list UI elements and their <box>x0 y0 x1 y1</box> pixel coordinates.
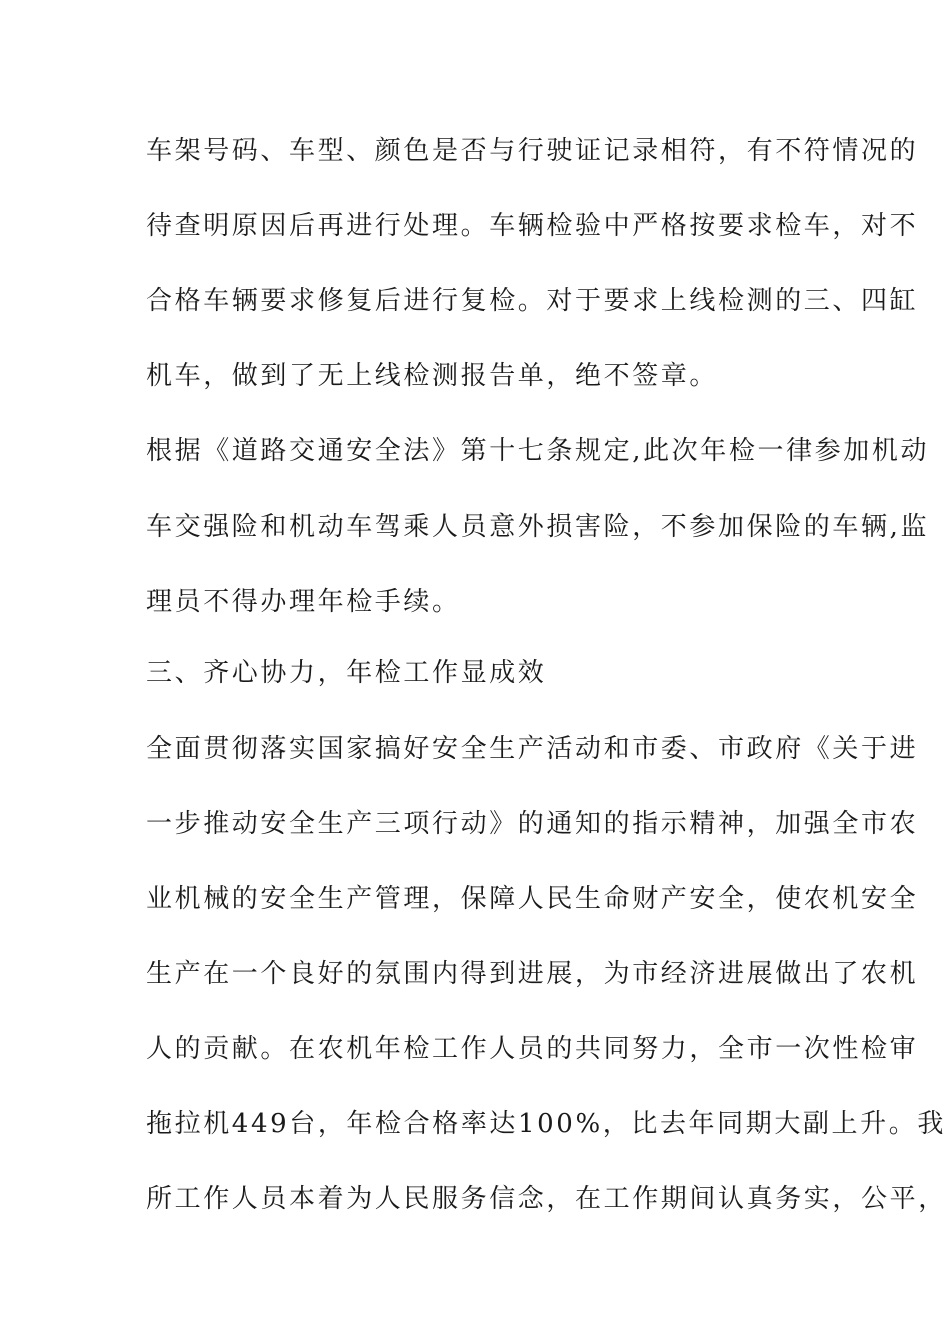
paragraph-1-line-1: 车架号码、车型、颜色是否与行驶证记录相符，有不符情况的 <box>146 136 919 166</box>
section-heading: 三、齐心协力，年检工作显成效 <box>146 658 547 688</box>
paragraph-3-line-2: 一步推动安全生产三项行动》的通知的指示精神，加强全市农 <box>146 809 919 839</box>
paragraph-2-line-3: 理员不得办理年检手续。 <box>146 587 461 617</box>
paragraph-3-line-6: 拖拉机449台，年检合格率达100%，比去年同期大副上升。我 <box>146 1109 946 1139</box>
paragraph-1-line-3: 合格车辆要求修复后进行复检。对于要求上线检测的三、四缸 <box>146 286 919 316</box>
paragraph-3-line-7: 所工作人员本着为人民服务信念，在工作期间认真务实，公平， <box>146 1184 947 1214</box>
paragraph-3-line-4: 生产在一个良好的氛围内得到进展，为市经济进展做出了农机 <box>146 959 919 989</box>
paragraph-3-line-3: 业机械的安全生产管理，保障人民生命财产安全，使农机安全 <box>146 884 919 914</box>
paragraph-3-line-1: 全面贯彻落实国家搞好安全生产活动和市委、市政府《关于进 <box>146 734 919 764</box>
paragraph-2-line-1: 根据《道路交通安全法》第十七条规定,此次年检一律参加机动 <box>146 436 930 466</box>
paragraph-1-line-2: 待查明原因后再进行处理。车辆检验中严格按要求检车，对不 <box>146 211 919 241</box>
paragraph-1-line-4: 机车，做到了无上线检测报告单，绝不签章。 <box>146 361 719 391</box>
paragraph-2-line-2: 车交强险和机动车驾乘人员意外损害险，不参加保险的车辆,监 <box>146 512 930 542</box>
paragraph-3-line-5: 人的贡献。在农机年检工作人员的共同努力，全市一次性检审 <box>146 1034 919 1064</box>
